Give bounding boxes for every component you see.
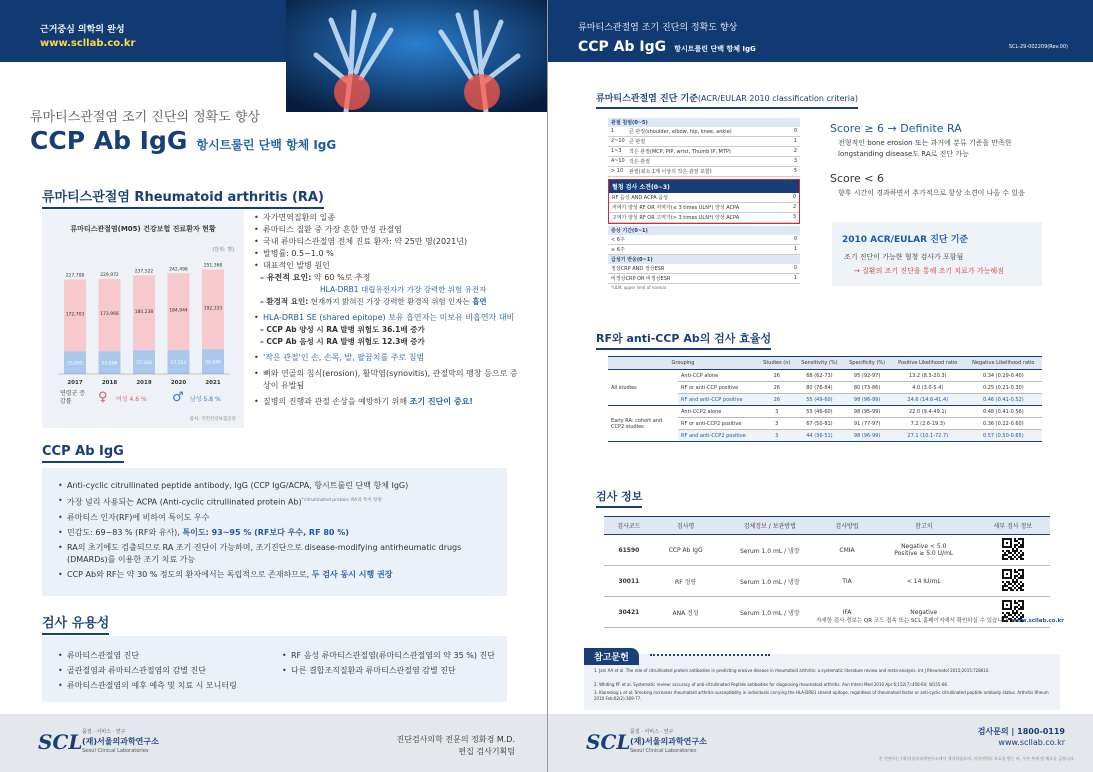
criteria-heading: 류마티스관절염 진단 기준(ACR/EULAR 2010 classification criteria)	[596, 90, 858, 109]
info-cell: 61590	[604, 535, 654, 566]
criteria-row	[608, 127, 800, 137]
age-change-label: 연령군 증감률	[60, 390, 86, 405]
criteria-row	[608, 157, 800, 167]
criteria-cell: 1	[793, 246, 797, 252]
criteria-cell: 0	[793, 236, 797, 242]
efficacy-cell: 3	[758, 406, 796, 418]
cause-genetic: – 유전적 요인: 약 60 %로 추정	[260, 273, 371, 282]
efficacy-group-label: All studies	[608, 370, 678, 406]
info-cell: TIA	[822, 566, 872, 597]
ra-bullet: • 류마티스 질환 중 가장 흔한 만성 관절염	[254, 224, 524, 236]
criteria-cell: 2~10	[611, 138, 625, 144]
year-label: 2018	[101, 380, 118, 386]
info-cell: RF 정량	[654, 566, 718, 597]
efficacy-cell: 3	[758, 418, 796, 430]
male-label: 57,554	[170, 361, 187, 367]
chart-source: 출처: 국민건강보험공단	[189, 417, 236, 422]
page1-footer	[0, 714, 547, 772]
male-label: 57,284	[136, 361, 152, 367]
criteria-duration-rows	[608, 235, 800, 255]
criteria-row	[608, 274, 800, 284]
ccp-bullet: • Anti-cyclic citrullinated peptide antibody, IgG (CCP IgG/ACPA, 항시트룰린 단백 항체 IgG)	[58, 480, 491, 492]
year-label: 2021	[205, 380, 221, 386]
criteria-cell: 큰 관절(shoulder, elbow, hip, knee, ankle)	[629, 129, 732, 135]
criteria-row	[608, 147, 800, 157]
criteria-cell: 비정상CRP OR 비정상ESR	[611, 276, 671, 282]
cause-genetic-detail: HLA-DRB1 대립유전자가 가장 강력한 위험 유전자	[320, 285, 487, 294]
scl-logo: SCL	[38, 730, 83, 754]
ra-bar-chart	[54, 252, 234, 392]
criteria-sero-title: 혈청 검사 소견(0~3)	[609, 180, 799, 193]
criteria-cell: 저역가 양성 RF OR 저역가(≤ 3 times ULN*) 양성 ACPA	[612, 205, 740, 211]
criteria-row	[609, 213, 799, 223]
total-label: 237,522	[134, 269, 154, 275]
total-label: 229,972	[100, 272, 119, 278]
chart-unit: (단위: 명)	[212, 247, 234, 253]
scl-logo: SCL	[586, 730, 631, 754]
criteria-cell: 관절(최소 1개 이상의 작은 관절 포함)	[629, 169, 712, 175]
qr-code-cell	[976, 535, 1050, 566]
score-low-desc: 향후 시간이 경과하면서 추가적으로 항상 소견이 나올 수 있음	[838, 189, 1025, 197]
criteria-acute-rows	[608, 264, 800, 284]
criteria-cell: 3	[792, 214, 796, 220]
criteria-joint-title: 관절 침범(0~5)	[608, 118, 800, 127]
efficacy-cell: RF or anti-CCP2 positive	[678, 418, 758, 430]
female-label: 192,333	[203, 306, 223, 312]
usefulness-box	[42, 636, 507, 702]
cause-env: – 환경적 요인: 현재까지 밝혀진 가장 강력한 환경적 위험 인자는 흡연	[260, 297, 487, 306]
efficacy-cell: 0.46 (0.41-0.52)	[965, 394, 1042, 406]
female-icon: ♀	[98, 390, 108, 405]
new-criteria-title: 2010 ACR/EULAR 진단 기준	[842, 235, 969, 245]
criteria-cell: 5	[793, 168, 797, 174]
usefulness-section-heading: 검사 유용성	[42, 612, 109, 635]
score-high: Score ≥ 6 → Definite RA	[830, 122, 962, 135]
info-cell: IFA	[822, 597, 872, 628]
efficacy-row	[608, 406, 1042, 418]
references-heading: 참고문헌	[584, 648, 639, 665]
efficacy-header-row	[608, 357, 1042, 370]
score-high-desc: 전형적인 bone erosion 또는 과거에 분류 기준을 만족한 longstanding disease도 RA로 진단 가능	[838, 139, 1012, 158]
info-note: 자세한 검사 정보는 QR 코드 접속 또는 SCL 홈페이지에서 확인하실 수 있습니다. www.scllab.co.kr	[816, 618, 1064, 624]
efficacy-cell: Anti-CCP alone	[678, 370, 758, 382]
usefulness-item: • 다른 결합조직질환과 류마티스관절염 감별 진단	[282, 665, 502, 677]
info-cell: CCP Ab IgG	[654, 535, 718, 566]
info-header-cell: 검사방법	[822, 517, 872, 535]
criteria-cell: 0	[793, 128, 797, 134]
efficacy-cell: 91 (77-97)	[843, 418, 891, 430]
references-box	[584, 654, 1060, 710]
criteria-cell: 작은 관절	[629, 159, 650, 165]
efficacy-cell: 4.0 (3.0-5.4)	[891, 382, 965, 394]
criteria-cell: 2	[793, 148, 797, 154]
new-criteria-line1: 조기 진단이 가능한 혈청 검사가 포함됨	[844, 253, 964, 261]
title-sub: 항시트룰린 단백 항체 IgG	[196, 138, 337, 152]
efficacy-cell: 95 (92-97)	[843, 370, 891, 382]
page-subtitle: 류마티스관절염 조기 진단의 정확도 향상	[30, 110, 261, 125]
female-label: 173,966	[100, 312, 119, 318]
info-header-row	[604, 517, 1050, 535]
ccp-bullet: • CCP Ab와 RF는 약 30 % 정도의 환자에서는 독립적으로 존재하므로, 두 검사 동시 시행 권장	[58, 569, 491, 581]
female-label: 180,238	[134, 309, 154, 315]
hla-line: • HLA-DRB1 SE (shared epitope) 보유 흡연자는 미보유 비흡연자 대비	[254, 312, 524, 324]
criteria-cell: RF 음성 AND ACPA 음성	[612, 195, 668, 201]
year-label: 2020	[170, 380, 187, 386]
efficacy-cell: 80 (73-86)	[843, 382, 891, 394]
info-cell: Serum 1.0 mL / 냉장	[717, 597, 822, 628]
year-label: 2019	[136, 380, 152, 386]
new-criteria-line2: → 질환의 조기 진단을 통해 조기 치료가 가능해짐	[854, 267, 1004, 275]
info-cell: Negative < 5.0 Positive ≥ 5.0 U/mL	[872, 535, 976, 566]
ccp-negative-risk: – CCP Ab 음성 시 RA 발병 위험도 12.3배 증가	[260, 337, 425, 346]
efficacy-cell: RF and anti-CCP2 positive	[678, 430, 758, 442]
footer-phone[interactable]: 검사문의 | 1800-0119	[977, 727, 1065, 736]
efficacy-cell: 55 (49-60)	[796, 394, 844, 406]
criteria-cell: 3	[793, 158, 797, 164]
ccp-info-box	[42, 468, 507, 596]
info-cell: CMIA	[822, 535, 872, 566]
info-header-cell: 검사명	[654, 517, 718, 535]
ccp-bullet: • RA의 초기에도 검출되므로 RA 조기 진단이 가능하며, 조기진단으로 disease-modifying antirheumatic drugs (DMARDs)를 이용한 조기 치료 가능	[58, 542, 491, 566]
footer-company: (재)서울의과학연구소	[630, 737, 707, 746]
info-row	[604, 535, 1050, 566]
efficacy-cell: 98 (96-99)	[843, 394, 891, 406]
efficacy-header-cell: Studies (n)	[758, 357, 796, 370]
footer-tagline: 품질 · 서비스 · 연구	[82, 729, 126, 735]
info-cell: 30421	[604, 597, 654, 628]
usefulness-item: • 골관절염과 류마티스관절염의 감별 진단	[58, 665, 268, 677]
footer-author: 진단검사의학 전문의 정화경 M.D.	[396, 735, 515, 744]
ra-bullet: • 자가면역질환의 일종	[254, 212, 524, 224]
criteria-row	[609, 203, 799, 213]
efficacy-table	[608, 356, 1042, 442]
criteria-table	[608, 118, 800, 291]
efficacy-cell: 7.2 (2.6-19.3)	[891, 418, 965, 430]
efficacy-header-cell: Specificity (%)	[843, 357, 891, 370]
efficacy-cell: RF or anti-CCP positive	[678, 382, 758, 394]
efficacy-row	[608, 370, 1042, 382]
acpa-note: *citrullinated protein: RA의 특이 항원	[301, 498, 382, 503]
qr-code-cell	[976, 566, 1050, 597]
info-heading: 검사 정보	[596, 488, 642, 508]
male-icon: ♂	[172, 390, 184, 405]
criteria-cell: ≥ 6주	[611, 247, 625, 253]
criteria-cell: 1	[793, 138, 797, 144]
title-main: CCP Ab IgG	[30, 126, 188, 155]
info-row	[604, 566, 1050, 597]
efficacy-cell: 0.25 (0.21-0.30)	[965, 382, 1042, 394]
xray-hands-image	[286, 0, 547, 112]
criteria-cell: 고역가 양성 RF OR 고역가(> 3 times ULN*) 양성 ACPA	[612, 215, 740, 221]
ra-bullets	[254, 212, 524, 408]
efficacy-cell: 44 (36-51)	[796, 430, 844, 442]
criteria-cell: 1~3	[611, 148, 622, 154]
criteria-row	[608, 235, 800, 245]
criteria-sero-block	[608, 179, 800, 224]
ra-section-heading: 류마티스관절염 Rheumatoid arthritis (RA)	[42, 186, 324, 209]
ccp-positive-risk: – CCP Ab 양성 시 RA 발병 위험도 36.1배 증가	[260, 325, 425, 334]
criteria-cell: 1	[793, 275, 797, 281]
criteria-row	[609, 193, 799, 203]
efficacy-cell: 0.57 (0.50-0.65)	[965, 430, 1042, 442]
page-title	[30, 126, 336, 155]
efficacy-cell: 27.1 (10.1-72.7)	[891, 430, 965, 442]
usefulness-item: • 류마티스관절염 진단	[58, 650, 268, 662]
efficacy-cell: 53 (46-60)	[796, 406, 844, 418]
male-label: 55,006	[101, 361, 118, 367]
footer-company: (재)서울의과학연구소	[82, 737, 159, 746]
info-header-cell: 검사코드	[604, 517, 654, 535]
criteria-cell: < 6주	[611, 237, 625, 243]
male-rate: 남성 5.8 %	[190, 396, 221, 403]
female-rate: 여성 4.6 %	[116, 396, 147, 403]
total-label: 227,708	[65, 273, 85, 279]
efficacy-header-cell: Sensitivity (%)	[796, 357, 844, 370]
ra-bullet: • 대표적인 발병 원인	[254, 260, 524, 272]
efficacy-cell: RF and anti-CCP positive	[678, 394, 758, 406]
criteria-joint-rows	[608, 127, 800, 177]
efficacy-header-cell: Negative Likelihood ratio	[965, 357, 1042, 370]
criteria-cell: 0	[792, 194, 796, 200]
efficacy-cell: 98 (96-99)	[843, 430, 891, 442]
ra-bullet: • 국내 류마티스관절염 전체 진료 환자: 약 25만 명(2021년)	[254, 236, 524, 248]
info-header-cell: 검체정보 / 보관방법	[717, 517, 822, 535]
info-header-cell: 세부 검사 정보	[976, 517, 1050, 535]
year-label: 2017	[67, 380, 83, 386]
efficacy-header-cell: Positive Likelihood ratio	[891, 357, 965, 370]
criteria-row	[608, 264, 800, 274]
total-label: 251,368	[203, 263, 223, 269]
references-dots	[650, 654, 770, 656]
criteria-cell: 2	[792, 204, 796, 210]
info-header-cell: 참고치	[872, 517, 976, 535]
criteria-row	[608, 245, 800, 255]
ccp-bullet: • 민감도: 69~83 % (RF와 유사), 특이도: 93~95 % (RF보다 우수, RF 80 %)	[58, 527, 491, 539]
info-cell: < 14 IU/mL	[872, 566, 976, 597]
criteria-row	[608, 167, 800, 177]
brochure-page-2	[547, 0, 1093, 772]
p2-header-subtitle: 류마티스관절염 조기 진단의 정확도 향상	[578, 23, 738, 33]
criteria-row	[608, 137, 800, 147]
efficacy-cell: 26	[758, 370, 796, 382]
total-label: 242,498	[169, 267, 188, 273]
qr-code-icon[interactable]	[1002, 538, 1024, 560]
efficacy-cell: Anti-CCP2 alone	[678, 406, 758, 418]
efficacy-header-cell: Grouping	[608, 357, 758, 370]
criteria-cell: 큰 관절	[629, 139, 646, 145]
criteria-acute-title: 급성기 반응(0~1)	[608, 255, 800, 264]
efficacy-cell: 80 (76-84)	[796, 382, 844, 394]
efficacy-cell: 26	[758, 394, 796, 406]
p2-header-title: CCP Ab IgG 항시트룰린 단백 항체 IgG	[578, 39, 756, 55]
erosion-line: • 뼈와 연골의 침식(erosion), 활막염(synovitis), 관절막의 팽창 등으로 증상이 유발됨	[254, 368, 524, 392]
footer-dept: 편집 검사기획팀	[458, 747, 515, 756]
page2-footer	[548, 714, 1093, 772]
ccp-bullet: • 류마티스 인자(RF)에 비하여 특이도 우수	[58, 512, 491, 524]
early-dx-line: • 질병의 진행과 관절 손상을 예방하기 위해 조기 진단이 중요!	[254, 396, 524, 408]
criteria-cell: 작은 관절(MCP, PIP, wrist, Thumb IP, MTP)	[629, 149, 731, 155]
reference-3: 3. Klareskog L et al. Smoking increases rheumatoid arthritis susceptibility in individuals carrying the HLA-DRB1 shared epitope, regardless of rheumatoid factor or anti-cyclic citrullinated peptide antibody status. Arthritis Rheum 2010 Feb;62(2):369-77.	[594, 690, 1049, 701]
info-cell: ANA 정성	[654, 597, 718, 628]
info-cell: Serum 1.0 mL / 냉장	[717, 535, 822, 566]
ccp-bullet: • 가장 널리 사용되는 ACPA (Anti-cyclic citrullinated protein Ab)$^{*citrullinated protein: RA의 특이 항원}$	[58, 495, 491, 509]
efficacy-cell: 3	[758, 430, 796, 442]
p2-header-code: SCL-29-002209(Rev.00)	[1008, 44, 1068, 50]
criteria-duration-title: 증상 기간(0~1)	[608, 226, 800, 235]
male-label: 59,046	[205, 360, 221, 366]
efficacy-cell: 0.34 (0.29-0.40)	[965, 370, 1042, 382]
efficacy-cell: 0.48 (0.41-0.56)	[965, 406, 1042, 418]
footer-company-en: Seoul Clinical Laboratories	[82, 748, 149, 754]
criteria-cell: 0	[793, 265, 797, 271]
female-label: 172,703	[65, 312, 85, 318]
female-label: 184,944	[169, 308, 188, 314]
info-cell: Serum 1.0 mL / 냉장	[717, 566, 822, 597]
efficacy-cell: 22.0 (9.4-49.1)	[891, 406, 965, 418]
criteria-cell: 1	[611, 128, 615, 134]
footer-url[interactable]: www.scllab.co.kr	[998, 738, 1065, 747]
male-label: 55,005	[67, 361, 83, 367]
small-joint-line: • '작은 관절'인 손, 손목, 발, 팔꿈치를 주로 침범	[254, 352, 524, 364]
info-table	[604, 516, 1050, 628]
ra-bullet: • 발병률: 0.5~1.0 %	[254, 248, 524, 260]
criteria-footnote: *ULN: upper limit of normal	[611, 285, 666, 290]
efficacy-heading: RF와 anti-CCP Ab의 검사 효율성	[596, 330, 771, 350]
info-cell: Negative	[872, 597, 976, 628]
efficacy-cell: 13.2 (8.3-20.3)	[891, 370, 965, 382]
efficacy-cell: 24.6 (14.6-41.4)	[891, 394, 965, 406]
header-tag: 근거중심 의학의 완성	[40, 25, 125, 35]
usefulness-item: • RF 음성 류마티스관절염(류마티스관절염의 약 35 %) 진단	[282, 650, 502, 662]
efficacy-cell: 68 (62-73)	[796, 370, 844, 382]
score-low: Score < 6	[830, 172, 885, 185]
efficacy-group-label: Early RA: cohort and CCP2 studies	[608, 406, 678, 442]
criteria-cell: > 10	[611, 168, 624, 174]
reference-2: 2. Whiting PF et al. Systematic review: accuracy of anti-citrullinated Peptide antibodies for diagnosing rheumatoid arthritis. Ann Intern Med 2010 Apr 6;152(7):456-64; W155-66.	[594, 682, 949, 687]
efficacy-cell: 67 (50-81)	[796, 418, 844, 430]
footer-tagline: 품질 · 서비스 · 연구	[630, 729, 674, 735]
reference-1: 1. Jani AA et al. The role of citrullinated protein antibodies in predicting erosive disease in rheumatoid arthritis: a systematic literature review and meta-analysis. Int J Rheumatol 2015;2015:728610.	[594, 668, 990, 673]
footer-copyright: 본 컨텐츠는 (재)서울의과학연구소에서 제작하였으며, 저작권법의 보호를 받는 바, 무단 복제 및 배포를 금합니다.	[878, 756, 1075, 761]
qr-code-icon[interactable]	[1002, 569, 1024, 591]
efficacy-cell: 0.36 (0.22-0.60)	[965, 418, 1042, 430]
criteria-cell: 4~10	[611, 158, 625, 164]
info-cell: 30011	[604, 566, 654, 597]
criteria-cell: 정상CRP AND 정상ESR	[611, 266, 665, 272]
efficacy-cell: 26	[758, 382, 796, 394]
new-criteria-box	[832, 222, 1042, 286]
efficacy-cell: 98 (95-99)	[843, 406, 891, 418]
ccp-section-heading: CCP Ab IgG	[42, 444, 124, 463]
ra-chart-box	[42, 210, 244, 428]
usefulness-item: • 류마티스관절염의 예후 예측 및 치료 시 모니터링	[58, 680, 268, 692]
header-url[interactable]: www.scllab.co.kr	[40, 38, 136, 49]
footer-company-en: Seoul Clinical Laboratories	[630, 748, 697, 754]
chart-title: 류마티스관절염(M05) 건강보험 진료환자 현황	[70, 225, 216, 233]
criteria-sero-rows	[609, 193, 799, 223]
